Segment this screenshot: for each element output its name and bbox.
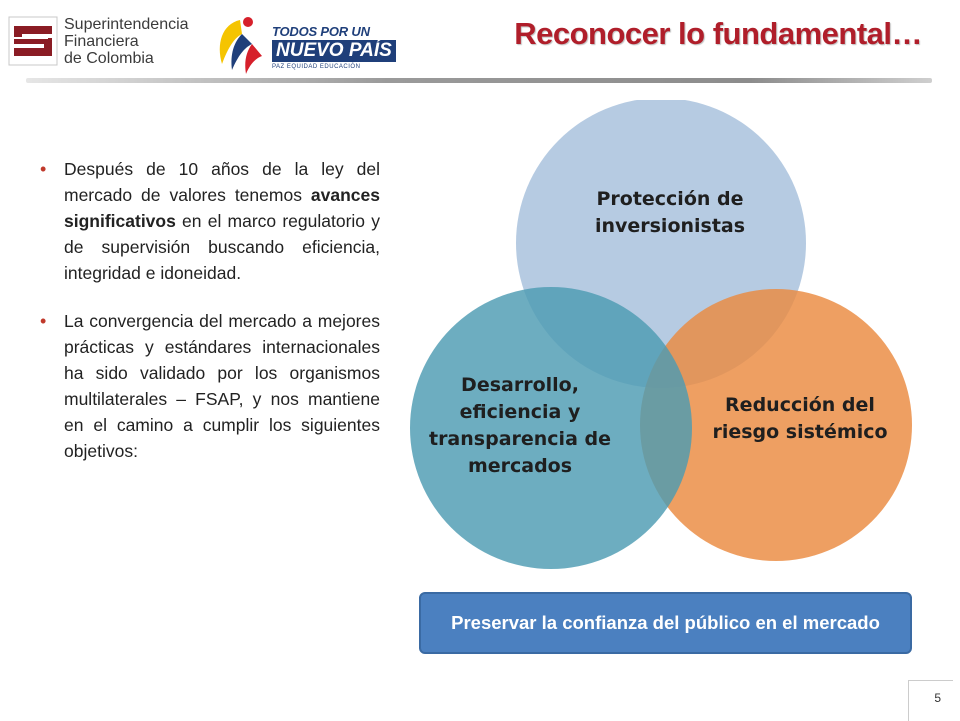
bullet-item — [40, 308, 380, 464]
sfc-logo-line: de Colombia — [64, 50, 154, 67]
bullet-item — [40, 156, 380, 286]
page-title: Reconocer lo fundamental… — [514, 16, 922, 51]
sfc-logo — [8, 14, 188, 70]
bullet-icon: • — [40, 159, 47, 179]
sfc-logo-text — [64, 16, 189, 67]
venn-label-left: Desarrollo, eficiencia y transparencia de mercados — [428, 374, 611, 477]
sfc-logo-line: Superintendencia — [64, 16, 189, 33]
page-number-box — [908, 680, 953, 721]
sfc-logo-line: Financiera — [64, 33, 139, 50]
banner-text: Preservar la confianza del público en el mercado — [451, 612, 880, 633]
gov-logo-line: NUEVO PAÍS — [272, 40, 396, 62]
bullet-text: en el marco regulatorio y de supervisión buscando eficiencia, integridad e idoneidad. — [64, 211, 380, 283]
venn-label-right: Reducción del riesgo sistémico — [712, 394, 888, 443]
bullet-emphasis: avances significativos — [64, 185, 380, 231]
gov-wings-icon — [212, 12, 268, 76]
bullet-list — [40, 156, 380, 486]
gov-logo-tagline: PAZ EQUIDAD EDUCACIÓN — [272, 64, 361, 70]
venn-graphic — [400, 100, 920, 580]
header-divider — [26, 78, 932, 83]
gov-logo — [212, 12, 412, 76]
venn-label-top: Protección de inversionistas — [594, 188, 746, 237]
gov-logo-line: TODOS POR UN — [272, 24, 370, 39]
bullet-icon: • — [40, 311, 47, 331]
bullet-text: La convergencia del mercado a mejores prácticas y estándares internacionales ha sido validado por los organismos multilaterales – FSAP, y nos mantiene en el camino a cumplir los siguientes objetivos: — [64, 311, 380, 461]
venn-diagram — [400, 100, 920, 580]
sfc-emblem-icon — [8, 16, 58, 66]
objective-banner — [419, 592, 912, 654]
gov-logo-text — [272, 24, 396, 70]
bullet-text: Después de 10 años de la ley del mercado de valores tenemos — [64, 159, 380, 205]
page-number: 5 — [934, 691, 941, 705]
header — [0, 0, 960, 90]
